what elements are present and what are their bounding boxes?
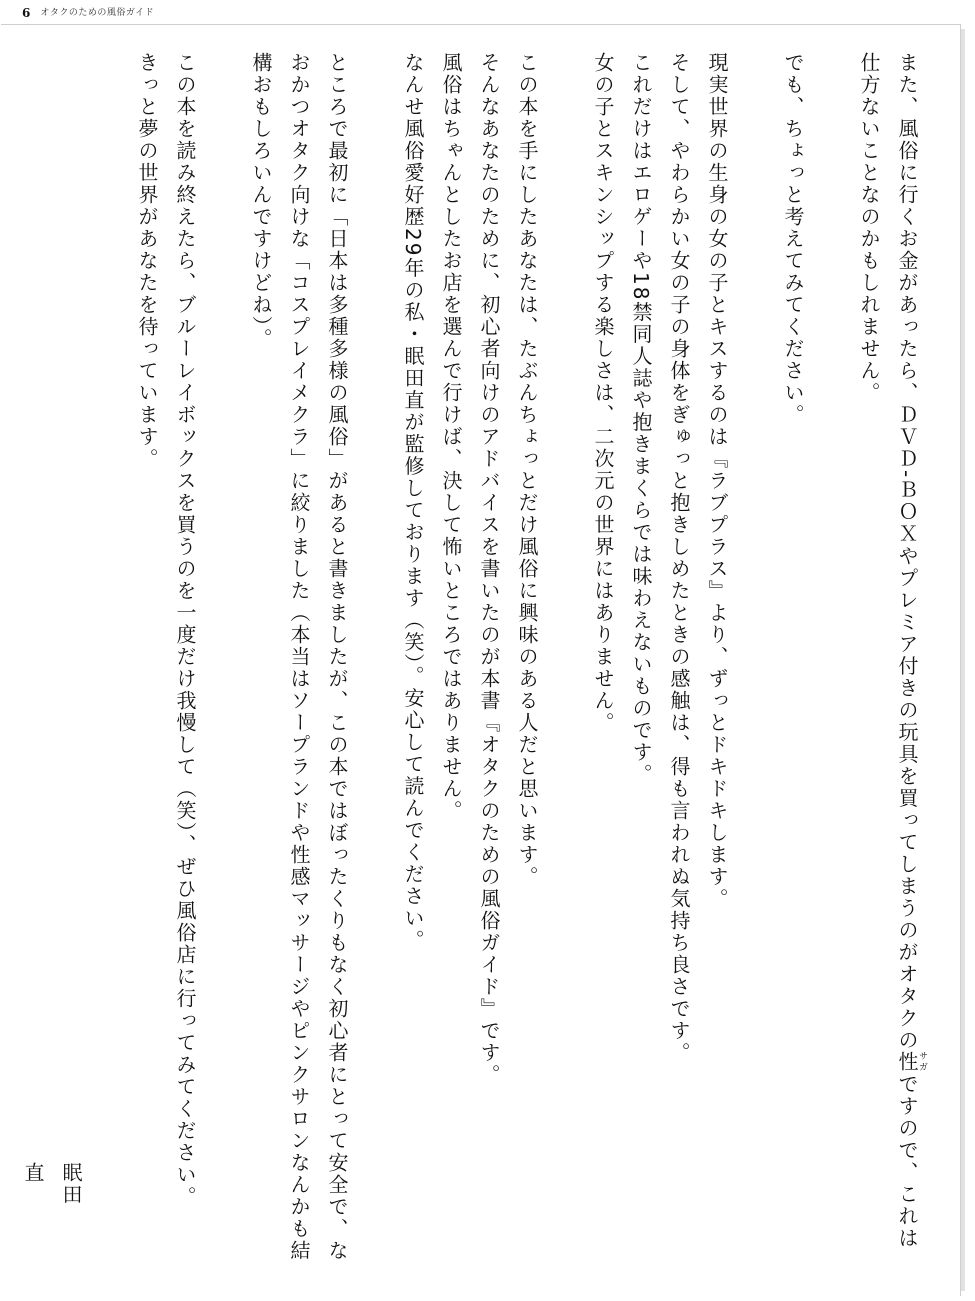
paragraph-3: 現実世界の生身の女の子とキスするのは『ラブプラス』より、ずっとドキドキします。 [705, 52, 729, 910]
paragraph-2: でも、ちょっと考えてみてください。 [781, 52, 805, 426]
paragraph-4: そして、やわらかい女の子の身体をぎゅっと抱きしめたときの感触は、得も言われぬ気持ち良さです。 [667, 52, 691, 1064]
vertical-text-body [21, 52, 927, 1267]
blank-line [90, 52, 128, 1267]
paragraph-10: なんせ風俗愛好歴29年の私・眠田直が監修しております（笑）。安心して読んでください。 [401, 52, 425, 952]
paragraph-13: きっと夢の世界があなたを待っています。 [135, 52, 159, 470]
paragraph-8: そんなあなたのために、初心者向けのアドバイスを書いたのが本書『オタクのための風俗ガイド』です。 [477, 52, 501, 1086]
paragraph-9: 風俗はちゃんとしたお店を選んで行けば、決して怖いところではありません。 [439, 52, 463, 822]
ruby-reading-inline: サガ [917, 1051, 927, 1074]
paragraph-6: 女の子とスキンシップする楽しさは、二次元の世界にはありません。 [591, 52, 615, 734]
blank-line [812, 52, 850, 1267]
ruby-text: 性サガ [895, 1051, 927, 1074]
page-number: 6 [22, 6, 31, 20]
blank-line [204, 52, 242, 1267]
paragraph-7: この本を手にしたあなたは、たぶんちょっとだけ風俗に興味のある人だと思います。 [515, 52, 539, 888]
blank-line [736, 52, 774, 1267]
blank-line [356, 52, 394, 1267]
author-family-name: 眠田 [59, 1162, 83, 1206]
author-given-name: 直 [21, 1162, 45, 1184]
paragraph-11: ところで最初に「日本は多種多様の風俗」があると書きましたが、この本ではぼったくりもなく初心者にとって安全で、なおかつオタク向けな「コスプレイメクラ」に絞りました（本当はソープランドや性感マッサージやピンクサロンなんかも結構おもしろいんですけどね）。 [249, 52, 349, 1262]
page-header [22, 6, 154, 20]
paragraph-5: これだけはエロゲーや18禁同人誌や抱きまくらでは味わえないものです。 [629, 52, 653, 786]
blank-line [546, 52, 584, 1267]
running-head: オタクのための風俗ガイド [40, 8, 155, 18]
paragraph-1: また、風俗に行くお金があったら、ＤＶＤ-ＢＯＸやプレミア付きの玩具を買ってしまうのがオタクの性サガですので、これは仕方ないことなのかもしれません。 [857, 52, 927, 1250]
author-signature [14, 52, 90, 1267]
paragraph-12: この本を読み終えたら、ブルーレイボックスを買うのを一度だけ我慢して（笑）、ぜひ風俗店に行ってみてください。 [173, 52, 197, 1208]
